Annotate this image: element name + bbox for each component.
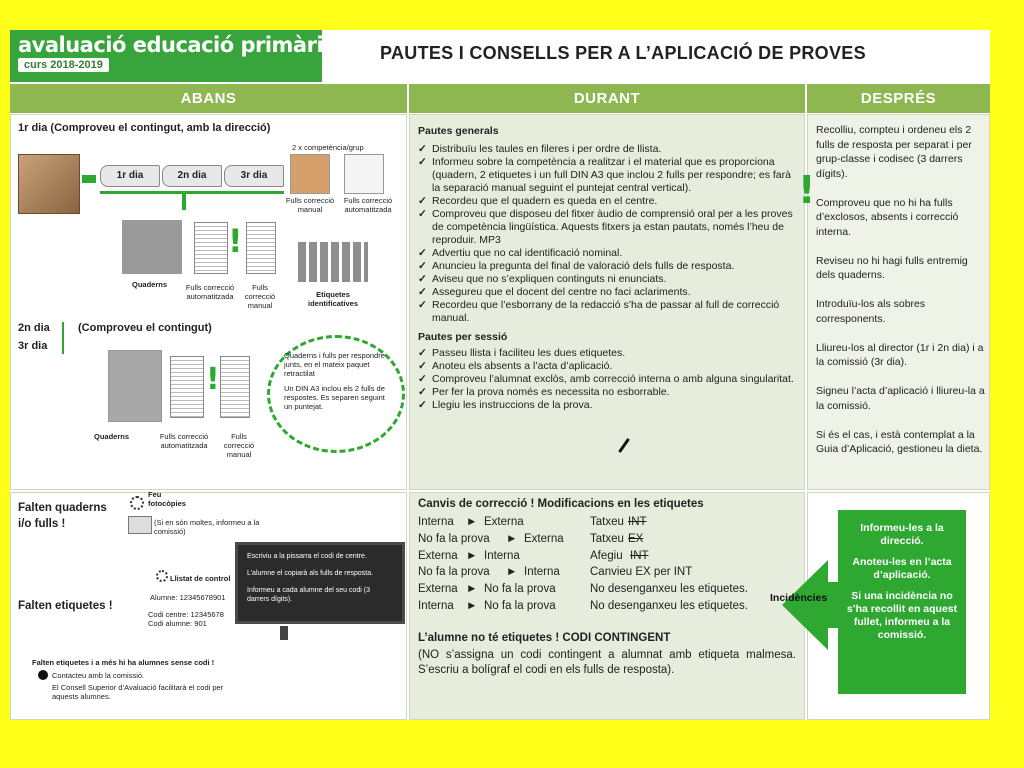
quaderns-icon bbox=[108, 350, 162, 422]
day-label: 3r dia bbox=[224, 165, 284, 187]
table-row bbox=[418, 564, 798, 581]
general-list bbox=[418, 143, 796, 325]
list-item: ✓ Llegiu les instruccions de la prova. bbox=[418, 399, 796, 412]
arrow-icon: ► bbox=[466, 583, 478, 596]
printer-icon bbox=[128, 516, 152, 534]
labels-icon bbox=[298, 242, 368, 282]
exclamation-icon: ! bbox=[798, 168, 816, 212]
list-item: ✓ Per fer la prova només es necessita no esborrable. bbox=[418, 386, 796, 399]
flow-line bbox=[100, 191, 284, 194]
despres-step: Signeu l’acta d’aplicació i lliureu-la a la comissió. bbox=[816, 385, 985, 412]
feu-fotocopies: Feu fotocòpies bbox=[148, 490, 186, 508]
list-item: ✓ Advertiu que no cal identificació nominal. bbox=[418, 247, 796, 260]
lightbulb-icon bbox=[130, 496, 144, 510]
durant-content bbox=[418, 125, 796, 412]
despres-step: Lliureu-los al director (1r i 2n dia) i a la comissió (3r dia). bbox=[816, 341, 984, 368]
list-item: ✓ Anuncieu la pregunta del final de valoració dels fulls de resposta. bbox=[418, 260, 796, 273]
day1-heading: 1r dia (Comproveu el contingut, amb la direcció) bbox=[18, 122, 271, 134]
action: Tatxeu bbox=[590, 516, 624, 528]
from-type: No fa la prova bbox=[418, 566, 490, 579]
column-header-despres: DESPRÉS bbox=[807, 84, 990, 113]
table-row bbox=[418, 598, 798, 615]
incidencies-line: Anoteu-les en l’acta d’aplicació. bbox=[852, 556, 952, 581]
guide-sheet bbox=[10, 30, 990, 720]
list-item: ✓ Anoteu els absents a l’acta d’aplicació. bbox=[418, 360, 796, 373]
etiquetes-label: Etiquetes identificatives bbox=[307, 290, 359, 308]
arrow-icon: ► bbox=[466, 599, 478, 612]
day-label: 2n dia bbox=[162, 165, 222, 187]
board-stand-icon bbox=[280, 626, 288, 640]
chalk-line: Escriviu a la pissarra el codi de centre. bbox=[247, 553, 367, 560]
action: Afegiu bbox=[590, 549, 623, 562]
list-item: ✓ Recordeu que el quadern es queda en el centre. bbox=[418, 195, 796, 208]
incidencies-label: Incidències bbox=[770, 592, 828, 604]
to-type: Interna bbox=[524, 566, 560, 579]
despres-step: Reviseu no hi hagi fulls entremig dels quaderns. bbox=[816, 254, 968, 281]
contact-line-1: Contacteu amb la comissió. bbox=[52, 671, 145, 680]
to-type: Externa bbox=[524, 532, 564, 545]
arrow-icon: ► bbox=[466, 549, 478, 562]
answer-sheet-icon bbox=[170, 356, 204, 418]
list-item: ✓ Informeu sobre la competència a realitzar i el material que es proporciona (quadern, 2 etiquetes i un full DIN A3 que inclou 2 fulls per respondre; es farà la separació manual seguint el puntejat central vertical). bbox=[418, 156, 796, 195]
column-header-abans: ABANS bbox=[10, 84, 407, 113]
action: Canvieu EX per INT bbox=[590, 566, 693, 579]
answer-sheet-icon bbox=[220, 356, 250, 418]
column-header-durant: DURANT bbox=[409, 84, 805, 113]
tag: INT bbox=[630, 549, 649, 562]
package-note-text-2: Un DIN A3 inclou els 2 fulls de respostes. Es separen seguint un puntejat. bbox=[284, 384, 385, 411]
competencia-label: 2 x competència/grup bbox=[292, 143, 364, 152]
table-row bbox=[418, 548, 798, 565]
from-type: No fa la prova bbox=[418, 532, 490, 545]
chalkboard bbox=[235, 542, 405, 624]
despres-steps bbox=[816, 123, 988, 471]
list-item: ✓ Aviseu que no s’expliquen continguts ni enunciats. bbox=[418, 273, 796, 286]
to-type: Externa bbox=[484, 516, 524, 528]
arrow-icon: ► bbox=[506, 532, 518, 545]
quaderns-label: Quaderns bbox=[132, 280, 168, 289]
table-row bbox=[418, 514, 798, 531]
phone-icon bbox=[38, 670, 48, 680]
fulls-manual-label-2: Fulls correcció manual bbox=[244, 283, 276, 310]
exclamation-icon: ! bbox=[206, 362, 220, 397]
list-item: ✓ Distribuïu les taules en fileres i per ordre de llista. bbox=[418, 143, 796, 156]
fulls-manual-label-3: Fulls correcció manual bbox=[223, 432, 255, 459]
package-note bbox=[267, 335, 405, 453]
box-icon bbox=[18, 154, 80, 214]
page-title: PAUTES I CONSELLS PER A L’APLICACIÓ DE PROVES bbox=[380, 43, 866, 63]
quaderns-icon bbox=[122, 220, 182, 274]
action: No desenganxeu les etiquetes. bbox=[590, 583, 748, 596]
list-item: ✓ Passeu llista i faciliteu les dues etiquetes. bbox=[418, 347, 796, 360]
chalk-line: L’alumne el copiarà als fulls de resposta. bbox=[247, 570, 374, 577]
despres-cell bbox=[807, 114, 990, 490]
corrections-heading: Canvis de correcció ! Modificacions en les etiquetes bbox=[418, 498, 704, 510]
list-item: ✓ Comproveu que disposeu del fitxer àudio de comprensió oral per a les proves de competència lingüística. Aquests fitxers ja estan pautats, només l’heu de reproduir. MP3 bbox=[418, 208, 796, 247]
falten-quaderns: Falten quaderns i/o fulls ! bbox=[18, 502, 107, 530]
despres-step: Si és el cas, i està contemplat a la Guia d’Aplicació, gestioneu la dieta. bbox=[816, 428, 983, 455]
from-type: Interna bbox=[418, 599, 454, 612]
chalk-line: Informeu a cada alumne del seu codi (3 darrers dígits). bbox=[247, 587, 370, 603]
exclamation-icon: ! bbox=[228, 222, 243, 260]
tag: INT bbox=[628, 516, 647, 528]
action: Tatxeu bbox=[590, 532, 624, 545]
arrow-icon: ► bbox=[466, 516, 478, 528]
sheets-icon bbox=[344, 154, 384, 194]
session-list bbox=[418, 347, 796, 412]
arrow-icon bbox=[82, 175, 96, 183]
quaderns-label: Quaderns bbox=[94, 432, 130, 441]
lightbulb-icon bbox=[156, 570, 168, 582]
list-item: ✓ Assegureu que el docent del centre no faci aclariments. bbox=[418, 286, 796, 299]
day2-heading: 2n dia bbox=[18, 322, 50, 334]
bracket-icon bbox=[62, 322, 68, 354]
despres-step: Recolliu, compteu i ordeneu els 2 fulls de resposta per separat i per grup-classe i codisec (3 darrers dígits). bbox=[816, 124, 972, 180]
to-type: No fa la prova bbox=[484, 599, 556, 612]
brand-banner bbox=[10, 30, 337, 82]
contact-line-2: El Consell Superior d’Avaluació facilitarà el codi per aquests alumnes. bbox=[52, 683, 224, 701]
arrow-down-icon bbox=[182, 192, 186, 210]
falten-etiquetes: Falten etiquetes ! bbox=[18, 600, 113, 612]
from-type: Externa bbox=[418, 549, 458, 562]
table-row bbox=[418, 581, 798, 598]
list-item: ✓ Comproveu l’alumnat exclòs, amb correcció interna o amb alguna singularitat. bbox=[418, 373, 796, 386]
contingent-title: L’alumne no té etiquetes ! CODI CONTINGENT bbox=[418, 632, 671, 644]
incidencies-box bbox=[838, 510, 966, 694]
moltes-note: (Si en són moltes, informeu a la comissió) bbox=[154, 518, 260, 536]
to-type: Interna bbox=[484, 549, 520, 562]
incidencies-line: Si una incidència no s’ha recollit en aquest fullet, informeu a la comissió. bbox=[846, 590, 958, 641]
fulls-auto-label: Fulls correcció automatitzada bbox=[343, 196, 393, 214]
action: No desenganxeu les etiquetes. bbox=[590, 599, 748, 612]
day3-heading: 3r dia bbox=[18, 340, 48, 352]
incidencies-line: Informeu-les a la direcció. bbox=[860, 522, 944, 547]
from-type: Externa bbox=[418, 583, 458, 596]
course-badge: curs 2018-2019 bbox=[18, 58, 109, 72]
general-title: Pautes generals bbox=[418, 125, 499, 137]
codi-alumne: Codi alumne: 901 bbox=[148, 619, 207, 628]
package-note-text-1: Quaderns i fulls per respondre junts, en el mateix paquet retractilat bbox=[284, 351, 385, 378]
answer-sheet-icon bbox=[194, 222, 228, 274]
fulls-manual-label: Fulls correcció manual bbox=[285, 196, 335, 214]
despres-step: Comproveu que no hi ha fulls d’exclosos, absents i correcció interna. bbox=[816, 196, 959, 238]
day-label: 1r dia bbox=[100, 165, 160, 187]
from-type: Interna bbox=[418, 516, 454, 528]
incidencies-arrow-icon bbox=[782, 560, 842, 650]
to-type: No fa la prova bbox=[484, 583, 556, 596]
contingent-text: (NO s’assigna un codi contingent a alumnat amb etiqueta malmesa. S’escriu a bolígraf el codi en els fulls de resposta). bbox=[418, 649, 796, 676]
fulls-auto-label-2: Fulls correcció automatitzada bbox=[185, 283, 235, 301]
day2-note: (Comproveu el contingut) bbox=[78, 322, 212, 334]
alumne-code: Alumne: 12345678901 bbox=[150, 593, 226, 602]
answer-sheet-icon bbox=[246, 222, 276, 274]
session-title: Pautes per sessió bbox=[418, 331, 508, 343]
llistat-label: Llistat de control bbox=[170, 574, 231, 583]
tag: EX bbox=[628, 532, 644, 545]
brand-title: avaluació educació primària bbox=[18, 33, 337, 57]
fulls-auto-label-3: Fulls correcció automatitzada bbox=[159, 432, 209, 450]
despres-step: Introduïu-los als sobres corresponents. bbox=[816, 298, 926, 325]
arrow-icon: ► bbox=[506, 566, 518, 579]
corrections-table bbox=[418, 514, 798, 615]
list-item: ✓ Recordeu que l’esborrany de la redacció s’ha de passar al full de correcció manual. bbox=[418, 299, 796, 325]
more-alumnes-note: Falten etiquetes i a més hi ha alumnes sense codi ! bbox=[32, 658, 215, 667]
table-row bbox=[418, 531, 798, 548]
codi-centre: Codi centre: 12345678 bbox=[148, 610, 224, 619]
envelope-icon bbox=[290, 154, 330, 194]
